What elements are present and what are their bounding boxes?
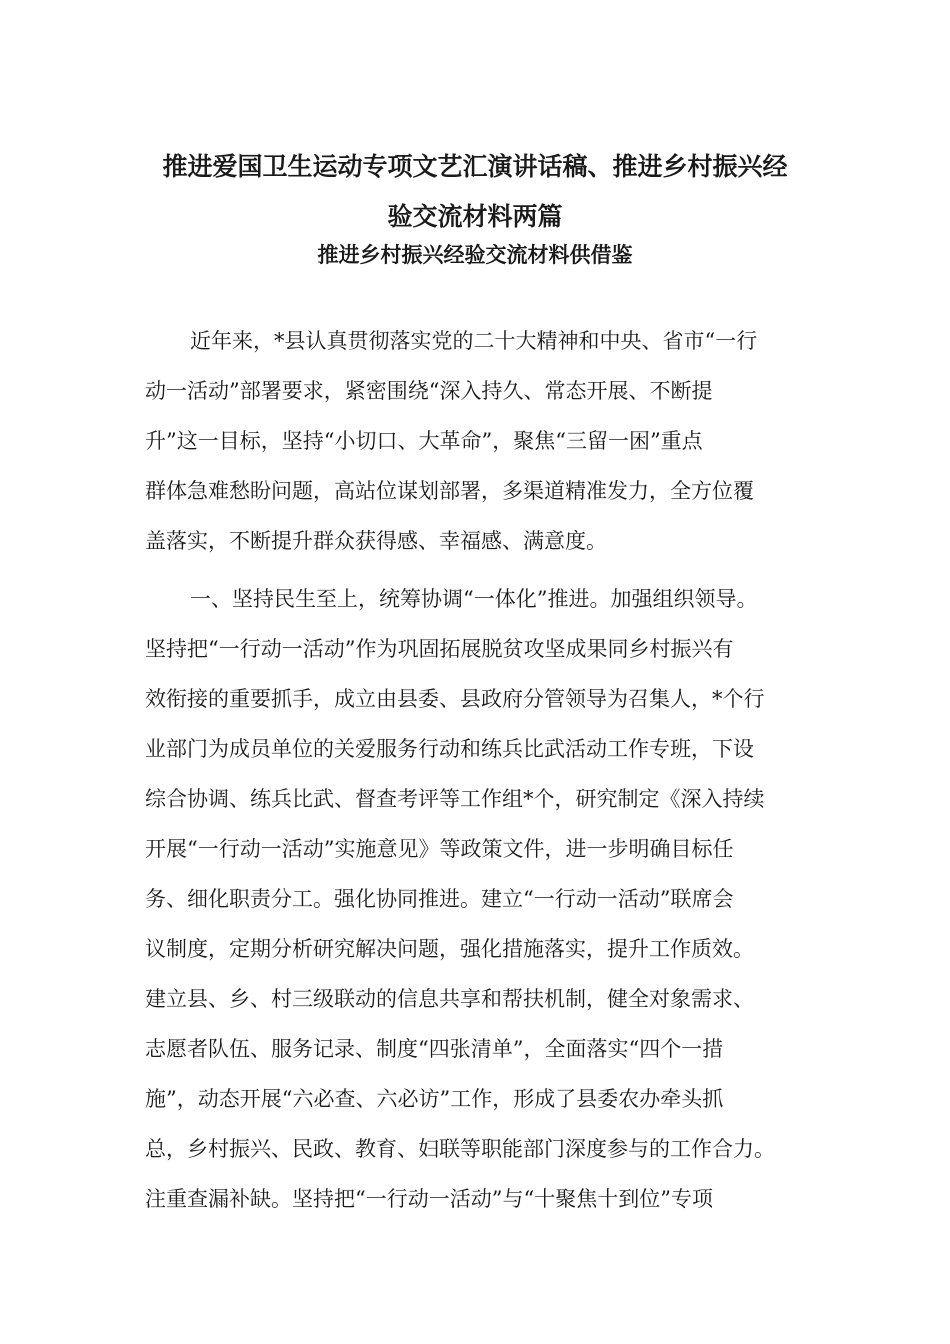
paragraph-2-line-5: 综合协调、练兵比武、督查考评等工作组*个，研究制定《深入持续 [145, 787, 765, 811]
paragraph-2-line-11: 施”，动态开展“六必查、六必访”工作，形成了县委农办牵头抓 [145, 1087, 724, 1111]
paragraph-2-line-6: 开展“一行动一活动”实施意见》等政策文件，进一步明确目标任 [145, 837, 734, 861]
paragraph-2-line-12: 总，乡村振兴、民政、教育、妇联等职能部门深度参与的工作合力。 [145, 1137, 775, 1161]
title-line-2: 验交流材料两篇 [387, 202, 563, 231]
title-line-1: 推进爱国卫生运动专项文艺汇演讲话稿、推进乡村振兴经 [162, 152, 788, 181]
paragraph-2-line-3: 效衔接的重要抓手，成立由县委、县政府分管领导为召集人，*个行 [145, 687, 765, 711]
document-title [110, 142, 840, 242]
paragraph-2-line-7: 务、细化职责分工。强化协同推进。建立“一行动一活动”联席会 [145, 887, 734, 911]
paragraph-1-line-5: 盖落实，不断提升群众获得感、幸福感、满意度。 [145, 529, 607, 553]
paragraph-1-line-1: 近年来，*县认真贯彻落实党的二十大精神和中央、省市“一行 [190, 329, 758, 353]
paragraph-2-line-13: 注重查漏补缺。坚持把“一行动一活动”与“十聚焦十到位”专项 [145, 1187, 713, 1211]
paragraph-1-line-4: 群体急难愁盼问题，高站位谋划部署，多渠道精准发力，全方位覆 [145, 479, 754, 503]
paragraph-1-line-3: 升”这一目标，坚持“小切口、大革命”，聚焦“三留一困”重点 [145, 429, 703, 453]
paragraph-2-line-1: 一、坚持民生至上，统筹协调“一体化”推进。加强组织领导。 [190, 587, 758, 611]
paragraph-2-line-2: 坚持把“一行动一活动”作为巩固拓展脱贫攻坚成果同乡村振兴有 [145, 637, 734, 661]
paragraph-2-line-4: 业部门为成员单位的关爱服务行动和练兵比武活动工作专班，下设 [145, 737, 754, 761]
paragraph-2-line-9: 建立县、乡、村三级联动的信息共享和帮扶机制，健全对象需求、 [145, 987, 754, 1011]
document-subtitle: 推进乡村振兴经验交流材料供借鉴 [317, 242, 633, 267]
paragraph-1-line-2: 动一活动”部署要求，紧密围绕“深入持久、常态开展、不断提 [145, 379, 713, 403]
paragraph-2-line-8: 议制度，定期分析研究解决问题，强化措施落实，提升工作质效。 [145, 937, 754, 961]
paragraph-2-line-10: 志愿者队伍、服务记录、制度“四张清单”，全面落实“四个一措 [145, 1037, 724, 1061]
